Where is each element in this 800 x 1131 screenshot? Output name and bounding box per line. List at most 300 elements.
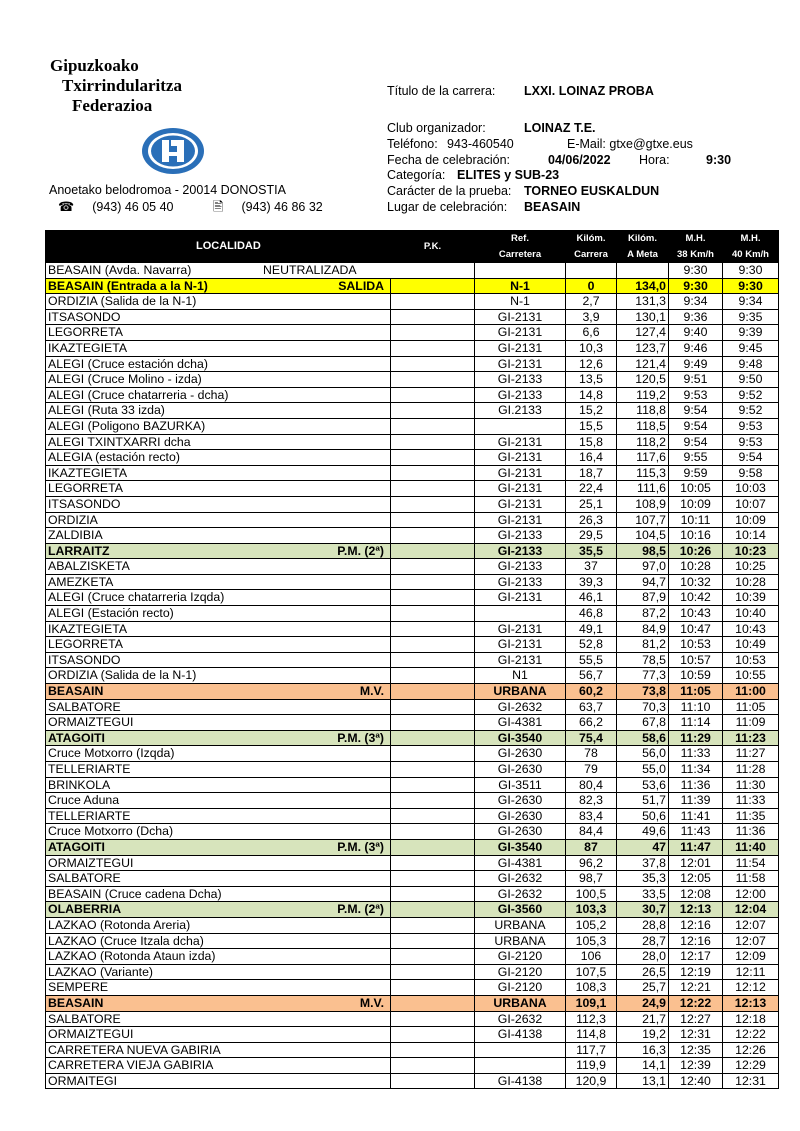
cell-mh40: 11:40: [723, 839, 779, 855]
cell-km-meta: 108,9: [617, 496, 669, 512]
fax-document-icon: 🖹: [213, 199, 224, 214]
localidad-name: IKAZTEGIETA: [48, 621, 128, 636]
cell-pk: [391, 1011, 475, 1027]
header-km-meta-bottom: A Meta: [617, 247, 669, 263]
cell-mh40: 11:05: [723, 699, 779, 715]
cell-pk: [391, 886, 475, 902]
cell-ref: GI-2632: [475, 886, 566, 902]
club-email: E-Mail: gtxe@gtxe.eus: [567, 137, 693, 151]
cell-km-carrera: 98,7: [566, 871, 617, 887]
cell-ref: [475, 263, 566, 279]
table-row: [46, 715, 779, 731]
cell-pk: [391, 808, 475, 824]
cell-ref: GI-3511: [475, 777, 566, 793]
localidad-name: ALEGI (Cruce estación dcha): [48, 356, 208, 371]
cell-mh40: 10:25: [723, 559, 779, 575]
cell-km-carrera: 103,3: [566, 902, 617, 918]
cell-mh40: 11:33: [723, 793, 779, 809]
cell-localidad: [46, 403, 391, 419]
cell-mh40: 9:30: [723, 278, 779, 294]
localidad-name: AMEZKETA: [48, 574, 114, 589]
localidad-name: BRINKOLA: [48, 777, 111, 792]
localidad-name: ALEGI (Estación recto): [48, 606, 174, 621]
cell-km-meta: 51,7: [617, 793, 669, 809]
cell-ref: GI-2131: [475, 652, 566, 668]
cell-mh38: 10:28: [669, 559, 723, 575]
cell-localidad: [46, 418, 391, 434]
cell-localidad: [46, 590, 391, 606]
cell-km-meta: 111,6: [617, 481, 669, 497]
federation-address: Anoetako belodromoa - 20014 DONOSTIA: [49, 183, 286, 197]
cell-localidad: [46, 543, 391, 559]
cell-localidad: [46, 886, 391, 902]
cell-ref: GI-2120: [475, 964, 566, 980]
localidad-name: CARRETERA NUEVA GABIRIA: [48, 1042, 221, 1057]
cell-localidad: [46, 637, 391, 653]
localidad-name: IKAZTEGIETA: [48, 340, 128, 355]
cell-pk: [391, 762, 475, 778]
cell-km-carrera: 105,3: [566, 933, 617, 949]
cell-pk: [391, 574, 475, 590]
table-row: [46, 824, 779, 840]
cell-ref: GI-4138: [475, 1073, 566, 1089]
cell-km-meta: 49,6: [617, 824, 669, 840]
cell-localidad: [46, 606, 391, 622]
localidad-name: ITSASONDO: [48, 309, 121, 324]
cell-km-meta: 19,2: [617, 1027, 669, 1043]
cell-ref: [475, 1058, 566, 1074]
cell-pk: [391, 543, 475, 559]
localidad-name: ORMAIZTEGUI: [48, 855, 134, 870]
table-row: [46, 496, 779, 512]
cell-km-meta: 94,7: [617, 574, 669, 590]
cell-km-meta: 35,3: [617, 871, 669, 887]
cell-ref: GI-2133: [475, 528, 566, 544]
cell-ref: GI-3560: [475, 902, 566, 918]
localidad-name: BEASAIN (Entrada a la N-1): [48, 278, 208, 293]
cell-localidad: [46, 730, 391, 746]
cell-ref: GI-2630: [475, 793, 566, 809]
cell-localidad: [46, 1011, 391, 1027]
cell-mh38: 12:39: [669, 1058, 723, 1074]
cell-mh38: 9:46: [669, 340, 723, 356]
localidad-name: ITSASONDO: [48, 652, 121, 667]
table-row: [46, 699, 779, 715]
cell-pk: [391, 372, 475, 388]
cell-pk: [391, 652, 475, 668]
table-row: [46, 933, 779, 949]
localidad-note: M.V.: [359, 684, 384, 699]
cell-ref: GI-2131: [475, 481, 566, 497]
cell-km-carrera: 78: [566, 746, 617, 762]
cell-mh40: 10:40: [723, 606, 779, 622]
cell-km-carrera: 105,2: [566, 917, 617, 933]
cell-localidad: [46, 746, 391, 762]
cell-pk: [391, 980, 475, 996]
cell-km-meta: 21,7: [617, 1011, 669, 1027]
federation-name-line1: Gipuzkoako: [50, 56, 139, 75]
cell-mh38: 11:29: [669, 730, 723, 746]
cell-ref: [475, 1042, 566, 1058]
localidad-name: ATAGOITI: [48, 839, 105, 854]
club-label: Club organizador:: [387, 121, 486, 135]
cell-km-carrera: 107,5: [566, 964, 617, 980]
cell-km-carrera: 0: [566, 278, 617, 294]
cell-mh40: 9:35: [723, 309, 779, 325]
cell-km-carrera: 46,8: [566, 606, 617, 622]
localidad-name: SALBATORE: [48, 871, 121, 886]
localidad-name: LEGORRETA: [48, 481, 123, 496]
cell-ref: GI-2131: [475, 434, 566, 450]
cell-localidad: [46, 824, 391, 840]
cell-mh38: 11:10: [669, 699, 723, 715]
cell-localidad: [46, 668, 391, 684]
cell-ref: GI-2131: [475, 325, 566, 341]
cell-pk: [391, 387, 475, 403]
cell-km-carrera: 18,7: [566, 465, 617, 481]
cell-km-carrera: 82,3: [566, 793, 617, 809]
cell-ref: GI-2131: [475, 590, 566, 606]
localidad-name: Cruce Aduna: [48, 793, 120, 808]
phone-number: (943) 46 05 40: [92, 200, 174, 214]
cell-mh40: 10:14: [723, 528, 779, 544]
table-row: [46, 434, 779, 450]
cell-km-meta: 73,8: [617, 684, 669, 700]
header-km-carrera-top: Kilóm.: [566, 231, 617, 247]
federation-name-line2: Txirrindularitza: [62, 76, 182, 95]
date-label: Fecha de celebración:: [387, 153, 510, 167]
cell-pk: [391, 839, 475, 855]
cell-km-carrera: 109,1: [566, 995, 617, 1011]
localidad-name: ALEGI (Cruce chatarreria Izqda): [48, 590, 225, 605]
cell-km-meta: 16,3: [617, 1042, 669, 1058]
cell-km-meta: 131,3: [617, 294, 669, 310]
cell-localidad: [46, 481, 391, 497]
cell-mh38: 9:55: [669, 450, 723, 466]
cell-mh40: 12:29: [723, 1058, 779, 1074]
table-row: [46, 637, 779, 653]
table-row: [46, 839, 779, 855]
table-row: [46, 512, 779, 528]
cell-ref: GI-2133: [475, 387, 566, 403]
cell-km-meta: [617, 263, 669, 279]
localidad-name: ITSASONDO: [48, 496, 121, 511]
race-category: ELITES y SUB-23: [457, 168, 560, 182]
localidad-name: ALEGI (Cruce chatarreria - dcha): [48, 387, 229, 402]
cell-pk: [391, 325, 475, 341]
cell-km-carrera: 56,7: [566, 668, 617, 684]
cell-km-carrera: 114,8: [566, 1027, 617, 1043]
table-row: [46, 450, 779, 466]
cell-km-carrera: 13,5: [566, 372, 617, 388]
header-mh40-top: M.H.: [723, 231, 779, 247]
cell-localidad: [46, 995, 391, 1011]
table-row: [46, 964, 779, 980]
cell-mh38: 9:54: [669, 434, 723, 450]
table-row: [46, 917, 779, 933]
cell-ref: N-1: [475, 278, 566, 294]
cell-mh38: 10:47: [669, 621, 723, 637]
cell-mh38: 12:27: [669, 1011, 723, 1027]
cell-mh38: 12:16: [669, 917, 723, 933]
localidad-name: CARRETERA VIEJA GABIRIA: [48, 1058, 214, 1073]
cell-mh38: 11:47: [669, 839, 723, 855]
cell-km-carrera: 37: [566, 559, 617, 575]
header-pk: P.K.: [391, 231, 475, 263]
cell-km-carrera: 3,9: [566, 309, 617, 325]
cell-km-meta: 28,7: [617, 933, 669, 949]
localidad-name: LAZKAO (Cruce Itzala dcha): [48, 933, 204, 948]
cell-mh40: 10:49: [723, 637, 779, 653]
cell-mh40: 11:35: [723, 808, 779, 824]
table-row: [46, 949, 779, 965]
localidad-note: SALIDA: [338, 278, 384, 293]
localidad-name: Cruce Motxorro (Dcha): [48, 824, 174, 839]
cell-km-carrera: 6,6: [566, 325, 617, 341]
cell-ref: GI-2131: [475, 340, 566, 356]
localidad-note: M.V.: [359, 995, 384, 1010]
cell-pk: [391, 621, 475, 637]
cell-localidad: [46, 263, 475, 279]
cell-km-meta: 56,0: [617, 746, 669, 762]
cell-km-carrera: 100,5: [566, 886, 617, 902]
table-row: [46, 559, 779, 575]
cell-mh40: 10:43: [723, 621, 779, 637]
header-mh38-bottom: 38 Km/h: [669, 247, 723, 263]
localidad-name: BEASAIN (Cruce cadena Dcha): [48, 886, 222, 901]
cell-mh38: 11:39: [669, 793, 723, 809]
cell-localidad: [46, 340, 391, 356]
table-row: [46, 418, 779, 434]
cell-mh38: 10:42: [669, 590, 723, 606]
cell-mh40: 11:23: [723, 730, 779, 746]
cell-mh38: 9:30: [669, 263, 723, 279]
cell-localidad: [46, 372, 391, 388]
cell-mh40: 10:55: [723, 668, 779, 684]
cell-pk: [391, 855, 475, 871]
cell-km-meta: 121,4: [617, 356, 669, 372]
cell-localidad: [46, 356, 391, 372]
localidad-name: ORMAIZTEGUI: [48, 715, 134, 730]
cell-pk: [391, 278, 475, 294]
cell-mh38: 12:05: [669, 871, 723, 887]
cell-mh40: 10:09: [723, 512, 779, 528]
cell-localidad: [46, 621, 391, 637]
cell-ref: GI-2630: [475, 746, 566, 762]
localidad-name: LEGORRETA: [48, 637, 123, 652]
federation-logo-icon: [140, 126, 206, 176]
cell-km-carrera: 66,2: [566, 715, 617, 731]
cell-km-carrera: 106: [566, 949, 617, 965]
cell-mh40: 9:45: [723, 340, 779, 356]
cell-km-meta: 118,5: [617, 418, 669, 434]
cell-km-meta: 115,3: [617, 465, 669, 481]
cell-pk: [391, 481, 475, 497]
cell-mh40: 12:07: [723, 933, 779, 949]
cell-mh40: 9:58: [723, 465, 779, 481]
cell-pk: [391, 403, 475, 419]
cell-localidad: [46, 652, 391, 668]
cell-pk: [391, 496, 475, 512]
cell-km-meta: 118,8: [617, 403, 669, 419]
cell-localidad: [46, 1073, 391, 1089]
cell-km-meta: 123,7: [617, 340, 669, 356]
cell-ref: GI-2131: [475, 465, 566, 481]
cell-mh38: 12:40: [669, 1073, 723, 1089]
route-table-body: [46, 263, 779, 1089]
cell-mh40: 10:07: [723, 496, 779, 512]
cell-localidad: [46, 528, 391, 544]
cell-pk: [391, 1027, 475, 1043]
cell-km-meta: 84,9: [617, 621, 669, 637]
cell-mh40: 10:39: [723, 590, 779, 606]
cell-mh38: 12:16: [669, 933, 723, 949]
cell-km-meta: 107,7: [617, 512, 669, 528]
cell-km-meta: 13,1: [617, 1073, 669, 1089]
cell-localidad: [46, 808, 391, 824]
cell-ref: GI-3540: [475, 839, 566, 855]
fax-contact: [213, 200, 341, 214]
cell-pk: [391, 902, 475, 918]
club-name: LOINAZ T.E.: [524, 121, 596, 135]
cell-mh38: 12:13: [669, 902, 723, 918]
table-row: [46, 325, 779, 341]
cell-localidad: [46, 855, 391, 871]
cell-mh38: 12:19: [669, 964, 723, 980]
cell-km-meta: 87,9: [617, 590, 669, 606]
table-row: [46, 356, 779, 372]
cell-ref: GI-2632: [475, 1011, 566, 1027]
localidad-name: ORDIZIA (Salida de la N-1): [48, 294, 197, 309]
cell-pk: [391, 777, 475, 793]
cell-km-meta: 70,3: [617, 699, 669, 715]
route-table: [45, 230, 779, 1089]
race-hour: 9:30: [706, 153, 732, 167]
cell-mh38: 9:54: [669, 403, 723, 419]
cell-ref: N-1: [475, 294, 566, 310]
cell-mh40: 11:54: [723, 855, 779, 871]
localidad-name: SALBATORE: [48, 699, 121, 714]
character-label: Carácter de la prueba:: [387, 184, 512, 198]
cell-mh40: 12:13: [723, 995, 779, 1011]
cell-km-carrera: 60,2: [566, 684, 617, 700]
cell-localidad: [46, 684, 391, 700]
cell-ref: GI-2133: [475, 559, 566, 575]
cell-km-carrera: 84,4: [566, 824, 617, 840]
localidad-name: ORDIZIA: [48, 512, 98, 527]
cell-km-carrera: 120,9: [566, 1073, 617, 1089]
table-row: [46, 684, 779, 700]
cell-ref: GI-2630: [475, 762, 566, 778]
cell-km-meta: 67,8: [617, 715, 669, 731]
cell-ref: GI.2133: [475, 403, 566, 419]
cell-km-meta: 130,1: [617, 309, 669, 325]
cell-mh38: 10:26: [669, 543, 723, 559]
race-place: BEASAIN: [524, 200, 581, 214]
localidad-name: SEMPERE: [48, 980, 109, 995]
cell-pk: [391, 1073, 475, 1089]
cell-km-meta: 127,4: [617, 325, 669, 341]
cell-km-carrera: [566, 263, 617, 279]
cell-localidad: [46, 933, 391, 949]
localidad-name: BEASAIN: [48, 995, 104, 1010]
table-row: [46, 528, 779, 544]
cell-mh40: 10:28: [723, 574, 779, 590]
localidad-note: P.M. (2ª): [337, 543, 384, 558]
race-title-label: Título de la carrera:: [387, 84, 496, 98]
table-row: [46, 871, 779, 887]
cell-ref: GI-2133: [475, 543, 566, 559]
cell-localidad: [46, 1058, 391, 1074]
cell-mh38: 9:53: [669, 387, 723, 403]
localidad-name: TELLERIARTE: [48, 762, 131, 776]
table-row: [46, 762, 779, 778]
cell-pk: [391, 668, 475, 684]
cell-localidad: [46, 902, 391, 918]
cell-mh40: 9:53: [723, 434, 779, 450]
cell-km-meta: 25,7: [617, 980, 669, 996]
cell-mh38: 12:31: [669, 1027, 723, 1043]
table-row: [46, 403, 779, 419]
cell-km-carrera: 35,5: [566, 543, 617, 559]
cell-km-carrera: 22,4: [566, 481, 617, 497]
cell-mh38: 10:57: [669, 652, 723, 668]
cell-km-carrera: 46,1: [566, 590, 617, 606]
cell-mh38: 11:36: [669, 777, 723, 793]
cell-mh40: 12:31: [723, 1073, 779, 1089]
cell-mh40: 12:12: [723, 980, 779, 996]
cell-localidad: [46, 699, 391, 715]
cell-pk: [391, 309, 475, 325]
cell-mh40: 11:28: [723, 762, 779, 778]
race-character: TORNEO EUSKALDUN: [524, 184, 660, 198]
cell-ref: N1: [475, 668, 566, 684]
cell-km-carrera: 83,4: [566, 808, 617, 824]
cell-pk: [391, 793, 475, 809]
phone-contact: [58, 200, 192, 214]
localidad-note: NEUTRALIZADA: [263, 263, 357, 277]
table-row: [46, 855, 779, 871]
table-row: [46, 746, 779, 762]
cell-localidad: [46, 793, 391, 809]
federation-name-line3: Federazioa: [72, 96, 153, 115]
table-row: [46, 590, 779, 606]
localidad-name: ALEGI (Poligono BAZURKA): [48, 418, 206, 433]
header-ref-bottom: Carretera: [475, 247, 566, 263]
table-row: [46, 1027, 779, 1043]
cell-km-meta: 30,7: [617, 902, 669, 918]
cell-pk: [391, 356, 475, 372]
table-row: [46, 294, 779, 310]
cell-km-meta: 119,2: [617, 387, 669, 403]
cell-pk: [391, 964, 475, 980]
cell-km-carrera: 55,5: [566, 652, 617, 668]
cell-mh38: 10:59: [669, 668, 723, 684]
table-row: [46, 668, 779, 684]
cell-km-meta: 118,2: [617, 434, 669, 450]
table-row: [46, 543, 779, 559]
table-row: [46, 309, 779, 325]
cell-km-meta: 97,0: [617, 559, 669, 575]
table-row: [46, 980, 779, 996]
table-row: [46, 808, 779, 824]
cell-ref: GI-2131: [475, 356, 566, 372]
cell-km-carrera: 15,2: [566, 403, 617, 419]
cell-mh40: 11:58: [723, 871, 779, 887]
cell-km-meta: 87,2: [617, 606, 669, 622]
cell-km-meta: 120,5: [617, 372, 669, 388]
cell-mh38: 12:35: [669, 1042, 723, 1058]
